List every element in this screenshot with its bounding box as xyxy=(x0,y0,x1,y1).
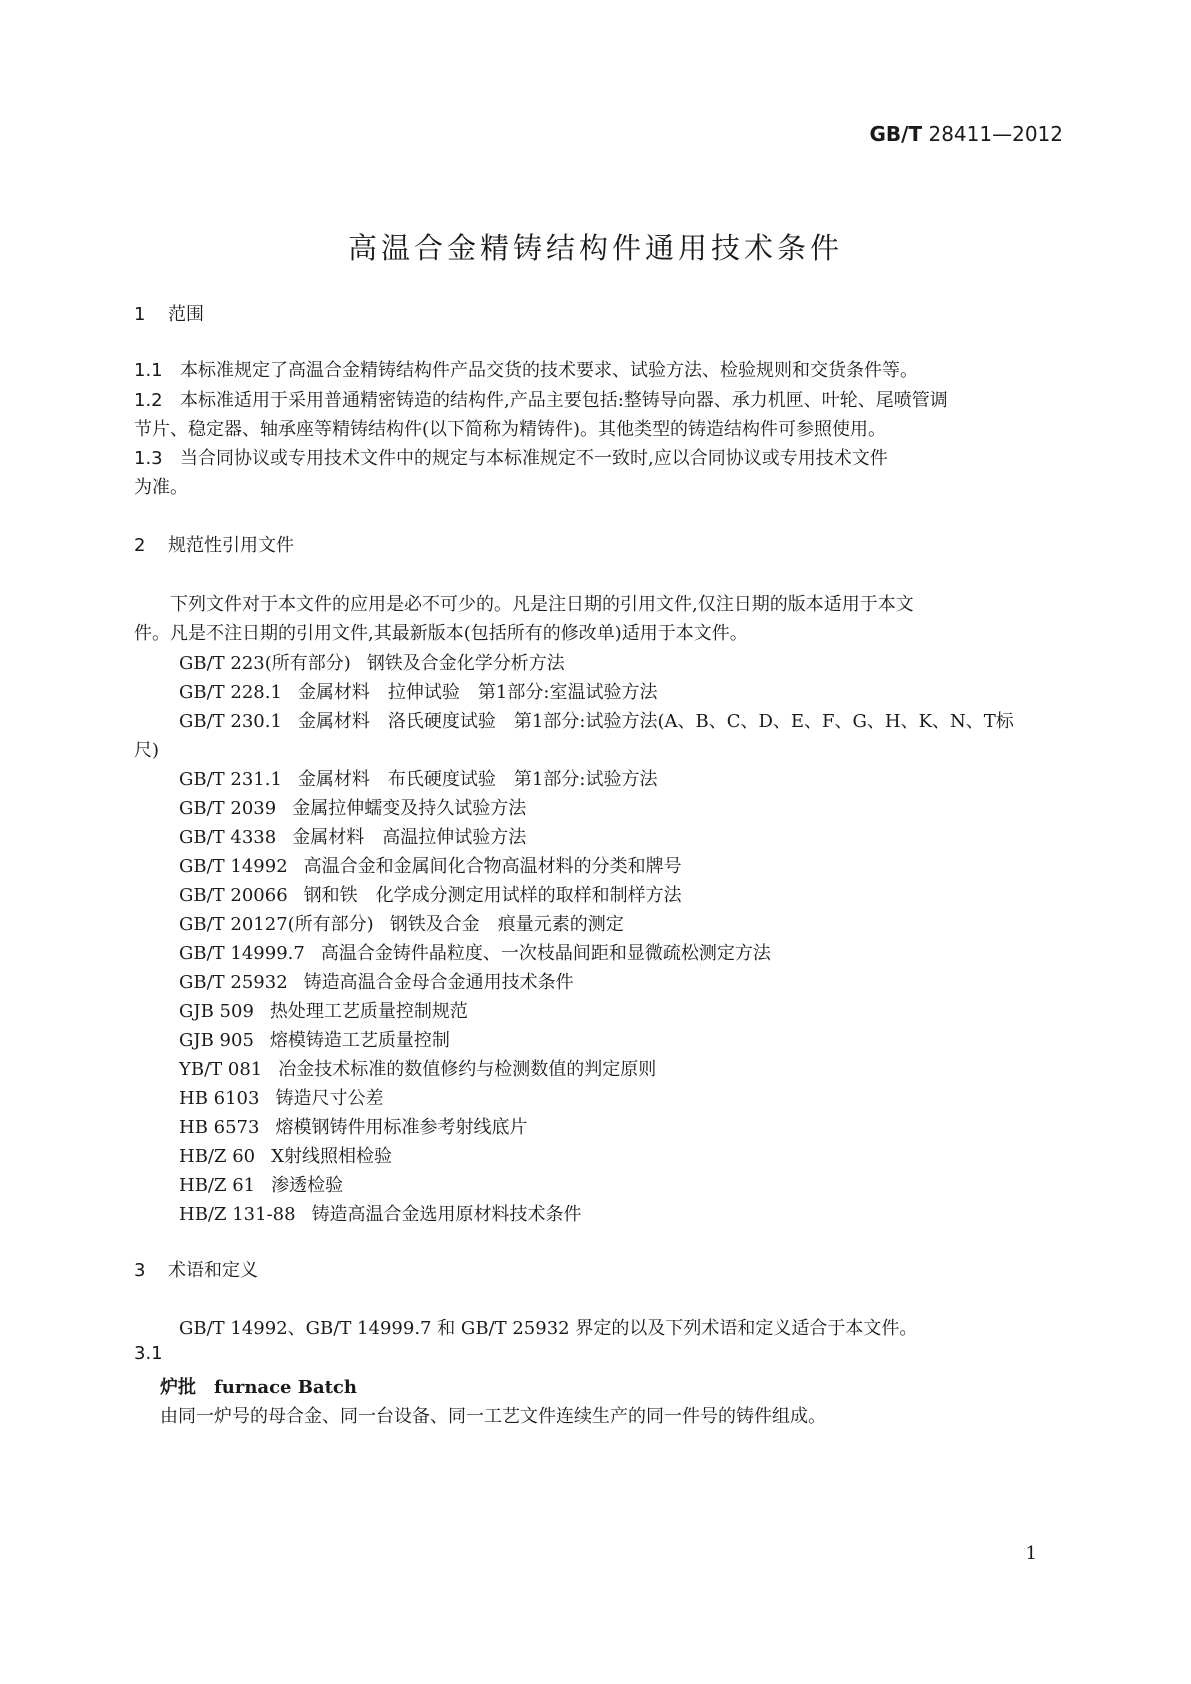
reference-item: GB/T 230.1 金属材料 洛氏硬度试验 第1部分:试验方法(A、B、C、D、E、F、G、H、K、N、T标 xyxy=(179,711,1014,732)
reference-item: GB/T 20066 钢和铁 化学成分测定用试样的取样和制样方法 xyxy=(179,885,682,906)
term-number: 3.1 xyxy=(134,1343,163,1364)
reference-item: GB/T 25932 铸造高温合金母合金通用技术条件 xyxy=(179,972,574,993)
reference-item: GJB 509 热处理工艺质量控制规范 xyxy=(179,1001,468,1022)
section-2-heading: 2 规范性引用文件 xyxy=(134,535,294,556)
document-title: 高温合金精铸结构件通用技术条件 xyxy=(347,231,843,265)
reference-item: GB/T 20127(所有部分) 钢铁及合金 痕量元素的测定 xyxy=(179,914,624,935)
clause-1-3: 1.3 当合同协议或专用技术文件中的规定与本标准规定不一致时,应以合同协议或专用技术文件 xyxy=(134,448,888,469)
clause-1-2-cont: 节片、稳定器、轴承座等精铸结构件(以下简称为精铸件)。其他类型的铸造结构件可参照使用。 xyxy=(134,419,887,440)
page-number: 1 xyxy=(1025,1543,1037,1564)
standard-number: GB/T 28411—2012 xyxy=(869,122,1063,146)
clause-1-2: 1.2 本标准适用于采用普通精密铸造的结构件,产品主要包括:整铸导向器、承力机匣、叶轮、尾喷管调 xyxy=(134,390,948,411)
reference-item-cont: 尺) xyxy=(134,740,160,761)
reference-item: HB 6573 熔模钢铸件用标准参考射线底片 xyxy=(179,1117,528,1138)
reference-item: GB/T 223(所有部分) 钢铁及合金化学分析方法 xyxy=(179,653,565,674)
reference-item: HB/Z 61 渗透检验 xyxy=(179,1175,344,1196)
clause-1-1: 1.1 本标准规定了高温合金精铸结构件产品交货的技术要求、试验方法、检验规则和交货条件等。 xyxy=(134,360,918,381)
reference-item: GB/T 4338 金属材料 高温拉伸试验方法 xyxy=(179,827,527,848)
clause-1-3-cont: 为准。 xyxy=(134,477,188,498)
section-2-intro-cont: 件。凡是不注日期的引用文件,其最新版本(包括所有的修改单)适用于本文件。 xyxy=(134,623,748,644)
section-2-intro: 下列文件对于本文件的应用是必不可少的。凡是注日期的引用文件,仅注日期的版本适用于本文 xyxy=(170,594,914,615)
section-3-intro: GB/T 14992、GB/T 14999.7 和 GB/T 25932 界定的以及下列术语和定义适合于本文件。 xyxy=(179,1318,918,1339)
reference-item: HB/Z 131-88 铸造高温合金选用原材料技术条件 xyxy=(179,1204,582,1225)
reference-item: GJB 905 熔模铸造工艺质量控制 xyxy=(179,1030,450,1051)
section-1-heading: 1 范围 xyxy=(134,304,204,325)
reference-item: HB 6103 铸造尺寸公差 xyxy=(179,1088,384,1109)
term-title: 炉批 furnace Batch xyxy=(160,1377,357,1398)
section-3-heading: 3 术语和定义 xyxy=(134,1260,258,1281)
reference-item: GB/T 2039 金属拉伸蠕变及持久试验方法 xyxy=(179,798,527,819)
reference-item: HB/Z 60 X射线照相检验 xyxy=(179,1146,392,1167)
reference-item: GB/T 228.1 金属材料 拉伸试验 第1部分:室温试验方法 xyxy=(179,682,658,703)
reference-item: YB/T 081 冶金技术标准的数值修约与检测数值的判定原则 xyxy=(179,1059,657,1080)
reference-item: GB/T 231.1 金属材料 布氏硬度试验 第1部分:试验方法 xyxy=(179,769,658,790)
reference-item: GB/T 14992 高温合金和金属间化合物高温材料的分类和牌号 xyxy=(179,856,682,877)
reference-item: GB/T 14999.7 高温合金铸件晶粒度、一次枝晶间距和显微疏松测定方法 xyxy=(179,943,771,964)
term-definition: 由同一炉号的母合金、同一台设备、同一工艺文件连续生产的同一件号的铸件组成。 xyxy=(160,1406,826,1427)
